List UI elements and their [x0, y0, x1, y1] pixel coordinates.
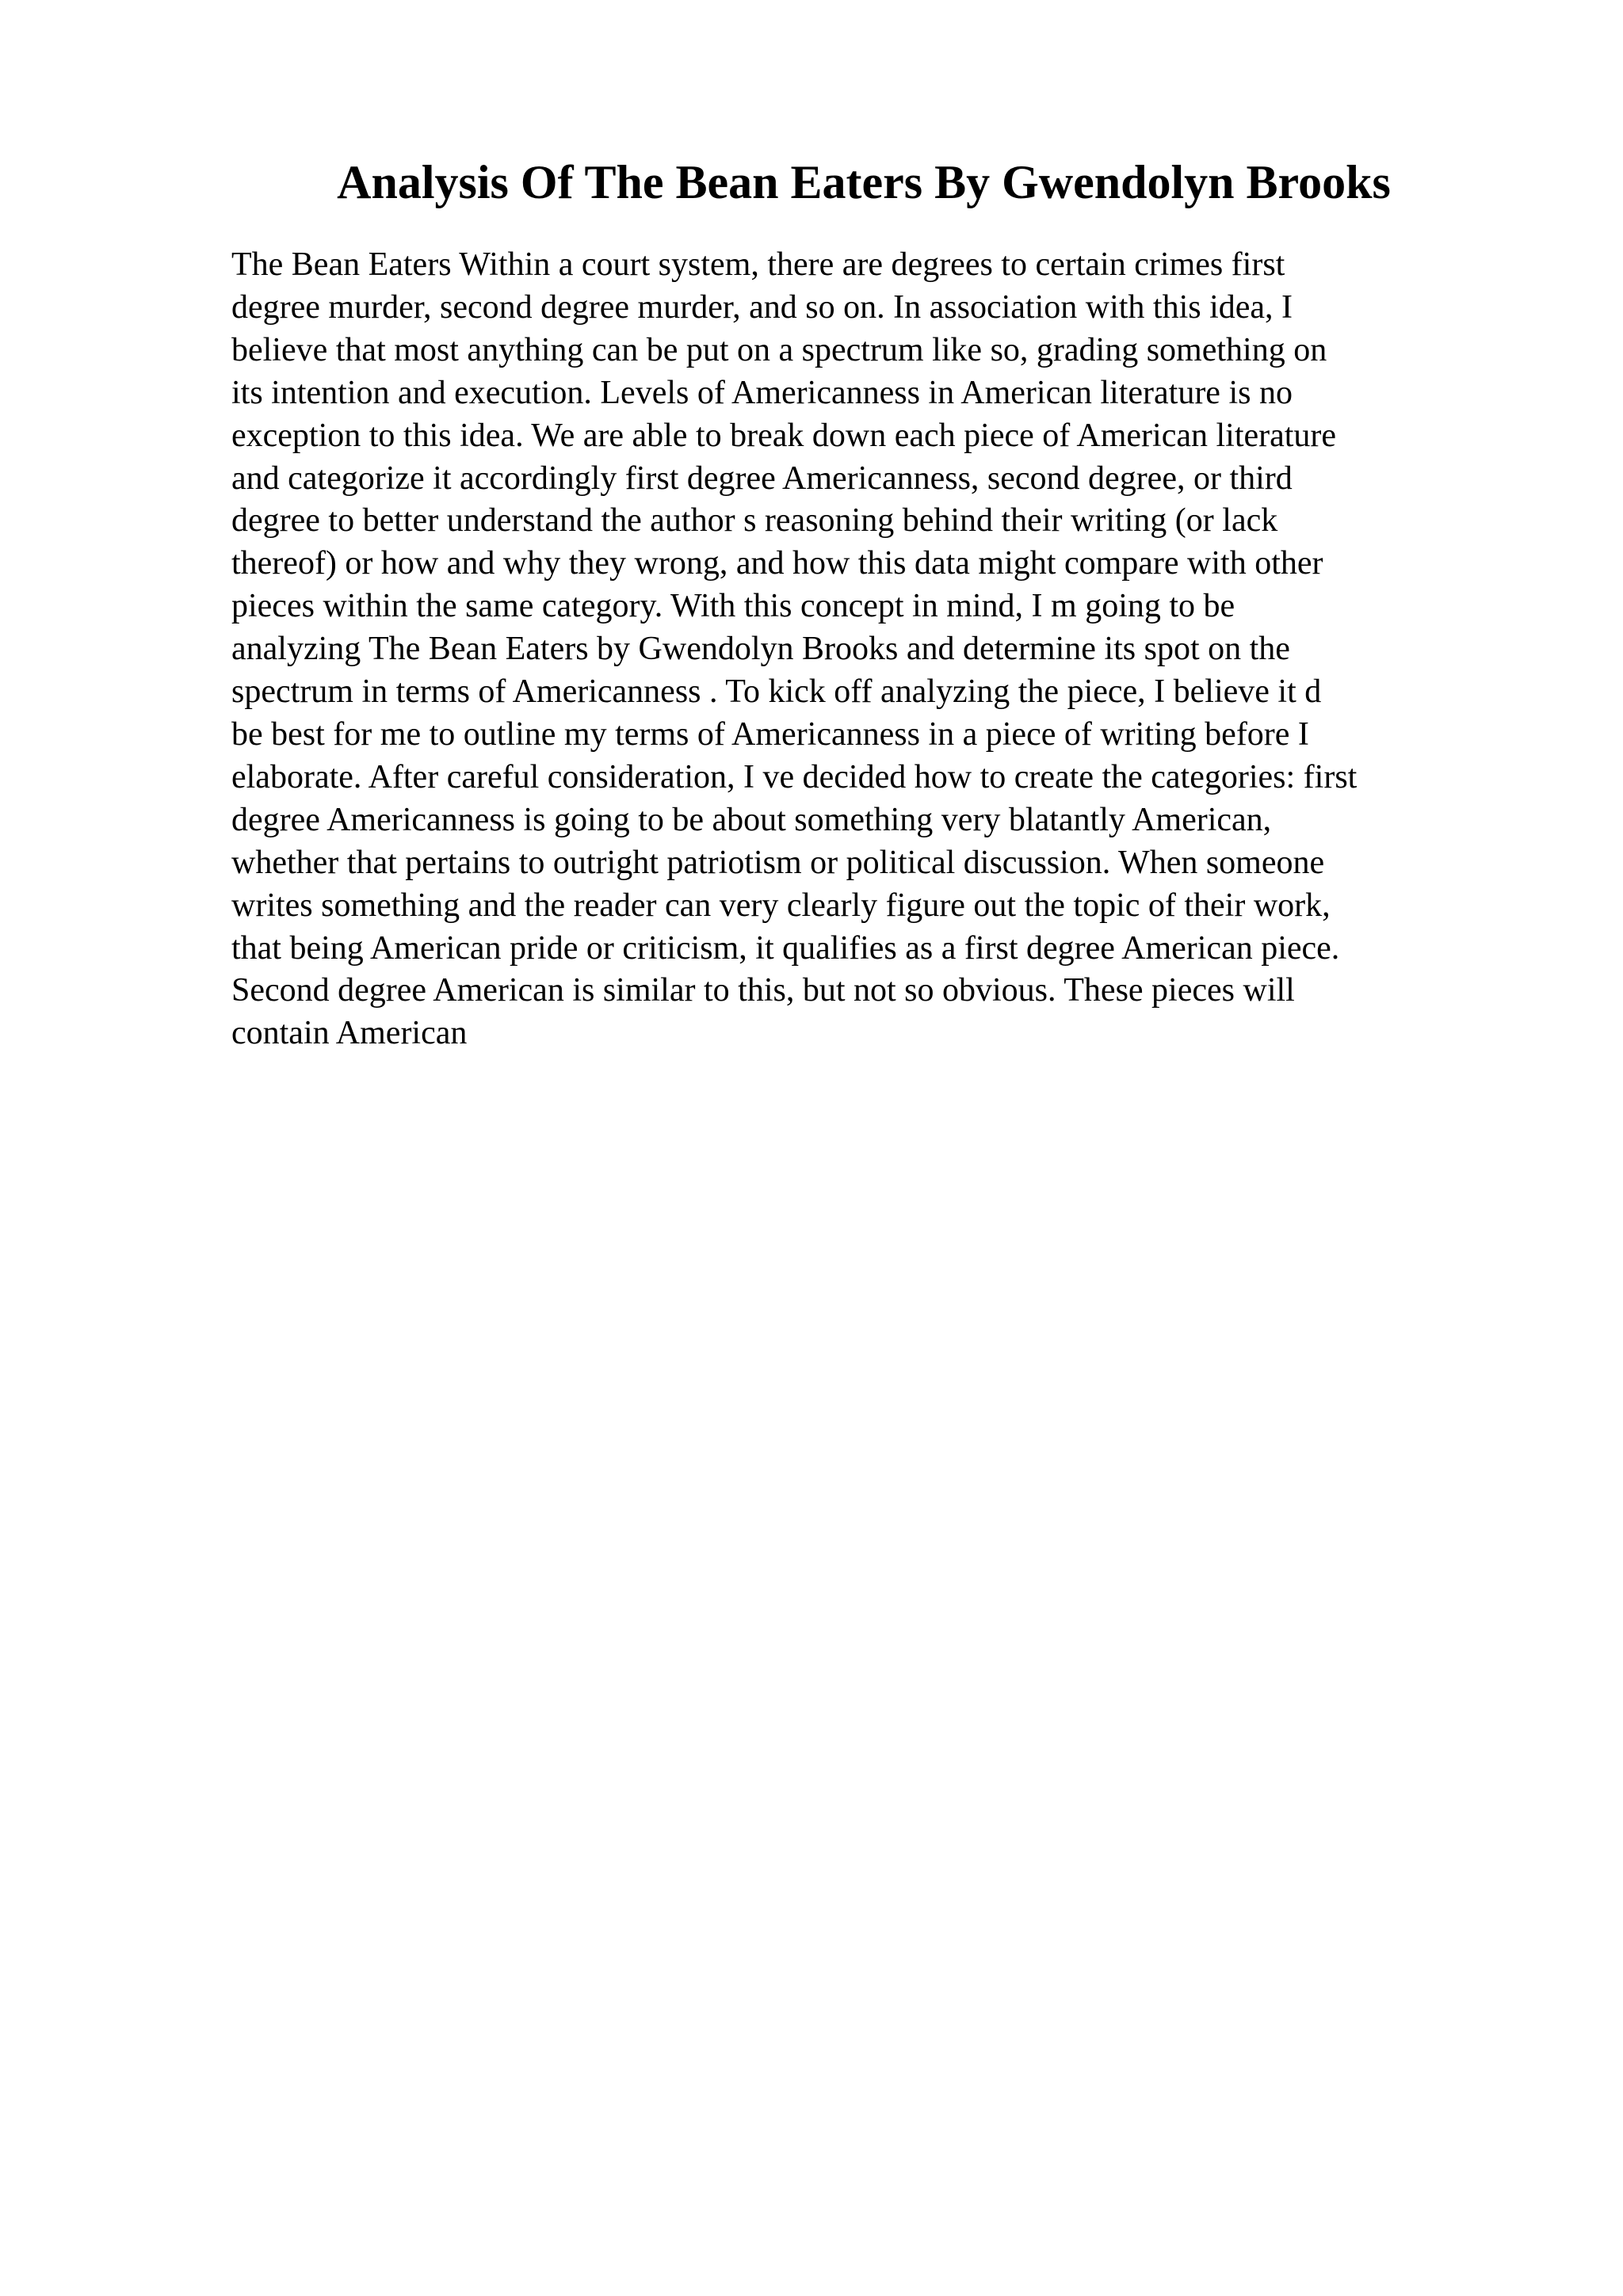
body-line: The Bean Eaters Within a court system, there are degrees to certain crimes first: [231, 246, 1285, 283]
body-line: thereof) or how and why they wrong, and how this data might compare with other: [231, 545, 1323, 582]
document-body: [231, 244, 1499, 1055]
body-line: degree murder, second degree murder, and so on. In association with this idea, I: [231, 288, 1293, 326]
body-line: Second degree American is similar to this, but not so obvious. These pieces will: [231, 972, 1295, 1009]
document-title: Analysis Of The Bean Eaters By Gwendolyn Brooks: [337, 156, 1391, 208]
body-line: elaborate. After careful consideration, I ve decided how to create the categories: first: [231, 758, 1358, 795]
body-line: spectrum in terms of Americanness . To kick off analyzing the piece, I believe it d: [231, 673, 1322, 711]
body-line: exception to this idea. We are able to break down each piece of American literature: [231, 417, 1337, 454]
body-line: degree to better understand the author s reasoning behind their writing (or lack: [231, 502, 1278, 540]
body-line: be best for me to outline my terms of Americanness in a piece of writing before I: [231, 715, 1309, 753]
body-line: pieces within the same category. With this concept in mind, I m going to be: [231, 588, 1235, 625]
body-line: writes something and the reader can very clearly figure out the topic of their work,: [231, 887, 1331, 924]
body-line: degree Americanness is going to be about something very blatantly American,: [231, 801, 1272, 838]
body-line: whether that pertains to outright patriotism or political discussion. When someone: [231, 844, 1325, 881]
body-line: and categorize it accordingly first degree Americanness, second degree, or third: [231, 460, 1293, 497]
body-line: contain American: [231, 1015, 468, 1052]
body-line: analyzing The Bean Eaters by Gwendolyn Brooks and determine its spot on the: [231, 631, 1290, 668]
body-line: that being American pride or criticism, it qualifies as a first degree American piece.: [231, 929, 1340, 967]
body-line: believe that most anything can be put on a spectrum like so, grading something on: [231, 331, 1327, 368]
body-line: its intention and execution. Levels of Americanness in American literature is no: [231, 374, 1293, 411]
